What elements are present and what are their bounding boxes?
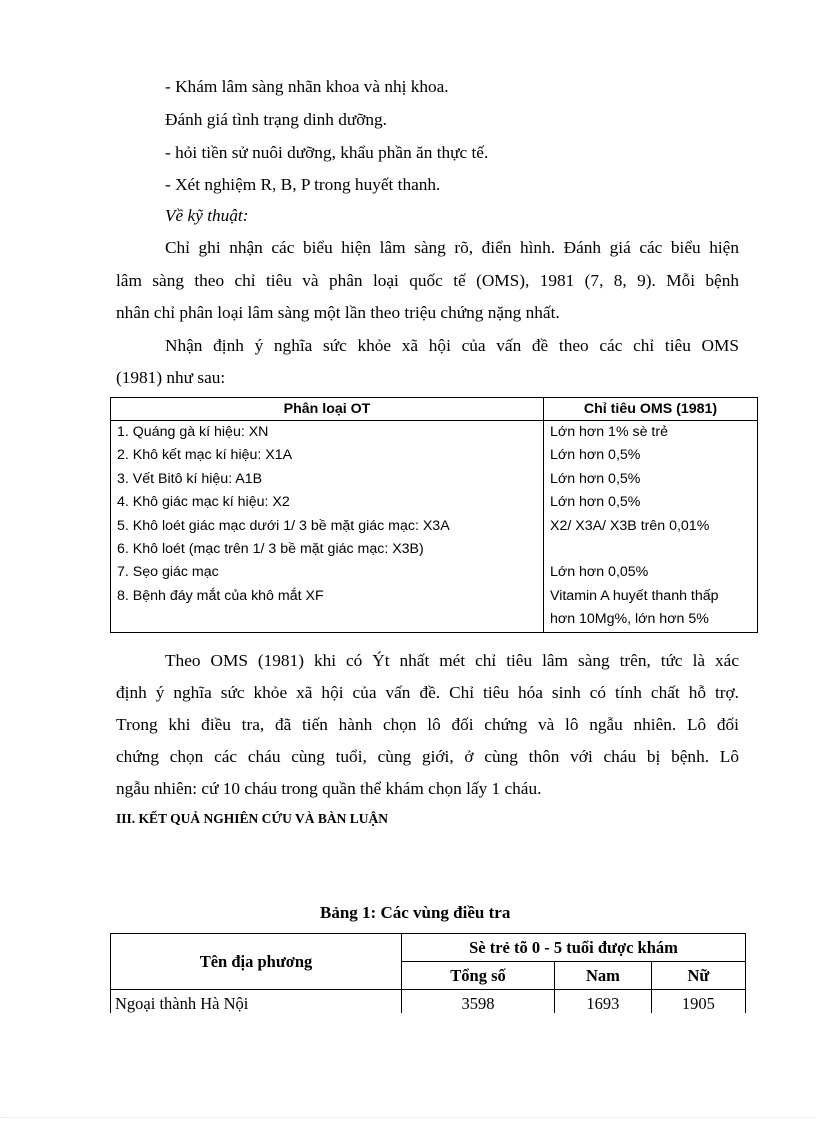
male-count: 1693 — [555, 990, 652, 1018]
table-header: Chỉ tiêu OMS (1981) — [544, 398, 758, 421]
classification-item-empty — [117, 608, 537, 631]
paragraph-line: Trong khi điều tra, đã tiến hành chọn lô đối chứng và lô ngẫu nhiên. Lô đối — [116, 715, 739, 734]
oms-criteria-table — [110, 397, 758, 633]
classification-item: 3. Vết Bitô kí hiệu: A1B — [117, 470, 263, 487]
criteria-item: X2/ X3A/ X3B trên 0,01% — [550, 517, 710, 534]
paragraph-line: Theo OMS (1981) khi có Ýt nhất mét chỉ tiêu lâm sàng trên, tức là xác — [165, 651, 739, 670]
table-caption: Bảng 1: Các vùng điều tra — [320, 903, 511, 922]
classification-item: 8. Bệnh đáy mắt của khô mắt XF — [117, 587, 324, 604]
total-count: 3598 — [402, 990, 555, 1018]
text-line: Đánh giá tình trạng dinh dưỡng. — [165, 110, 388, 129]
paragraph-line: ngẫu nhiên: cứ 10 cháu trong quần thể khám chọn lấy 1 cháu. — [116, 779, 542, 798]
classification-item: 5. Khô loét giác mạc dưới 1/ 3 bề mặt giác mạc: X3A — [117, 517, 450, 534]
column-group-header: Sè trẻ tõ 0 - 5 tuổi được khám — [402, 934, 746, 962]
criteria-item: Lớn hơn 0,5% — [550, 447, 641, 464]
classification-column — [111, 421, 544, 633]
criteria-item: Vitamin A huyết thanh thấp — [550, 587, 719, 604]
criteria-item: Lớn hơn 0,5% — [550, 470, 641, 487]
criteria-item — [550, 538, 751, 561]
column-header-total: Tổng số — [402, 962, 555, 990]
region-name: Ngoại thành Hà Nội — [111, 990, 402, 1018]
criteria-item: Lớn hơn 0,05% — [550, 564, 649, 581]
classification-item: 7. Sẹo giác mạc — [117, 564, 219, 581]
classification-item: 6. Khô loét (mạc trên 1/ 3 bề mặt giác mạc: X3B) — [117, 540, 424, 557]
table-header: Phân loại OT — [111, 398, 544, 421]
paragraph-line: (1981) như sau: — [116, 368, 226, 387]
criteria-item: Lớn hơn 1% sè trẻ — [550, 424, 668, 440]
classification-item: 1. Quáng gà kí hiệu: XN — [117, 424, 269, 440]
column-header-male: Nam — [555, 962, 652, 990]
classification-item: 4. Khô giác mạc kí hiệu: X2 — [117, 494, 290, 511]
subheading-italic: Về kỹ thuật: — [165, 206, 249, 225]
criteria-item: Lớn hơn 0,5% — [550, 494, 641, 511]
page-edge-divider — [0, 1117, 816, 1118]
classification-item: 2. Khô kết mạc kí hiệu: X1A — [117, 447, 293, 464]
text-line: - Xét nghiệm R, B, P trong huyết thanh. — [165, 175, 441, 194]
text-line: - Khám lâm sàng nhãn khoa và nhị khoa. — [165, 77, 449, 96]
column-header-female: Nữ — [651, 962, 745, 990]
section-heading: III. KẾT QUẢ NGHIÊN CỨU VÀ BÀN LUẬN — [116, 811, 389, 826]
criteria-item: hơn 10Mg%, lớn hơn 5% — [550, 611, 709, 628]
female-count: 1905 — [651, 990, 745, 1018]
paragraph-line: Chỉ ghi nhận các biểu hiện lâm sàng rõ, điển hình. Đánh giá các biểu hiện — [165, 238, 739, 257]
paragraph-line: định ý nghĩa sức khỏe xã hội của vấn đề. Chỉ tiêu hóa sinh có tính chất hỗ trợ. — [116, 683, 739, 702]
paragraph-line: nhân chỉ phân loại lâm sàng một lần theo triệu chứng nặng nhất. — [116, 303, 560, 322]
paragraph-line: Nhận định ý nghĩa sức khỏe xã hội của vấn đề theo các chỉ tiêu OMS — [165, 336, 739, 355]
page-break-mask — [100, 1013, 760, 1053]
survey-regions-table — [110, 933, 746, 1018]
column-header-region: Tên địa phương — [111, 934, 402, 990]
criteria-column — [544, 421, 758, 633]
text-line: - hỏi tiền sử nuôi dưỡng, khẩu phần ăn thực tế. — [165, 143, 489, 162]
paragraph-line: lâm sàng theo chỉ tiêu và phân loại quốc tế (OMS), 1981 (7, 8, 9). Mỗi bệnh — [116, 271, 739, 290]
paragraph-line: chứng chọn các cháu cùng tuổi, cùng giới, ở cùng thôn với cháu bị bệnh. Lô — [116, 747, 739, 766]
